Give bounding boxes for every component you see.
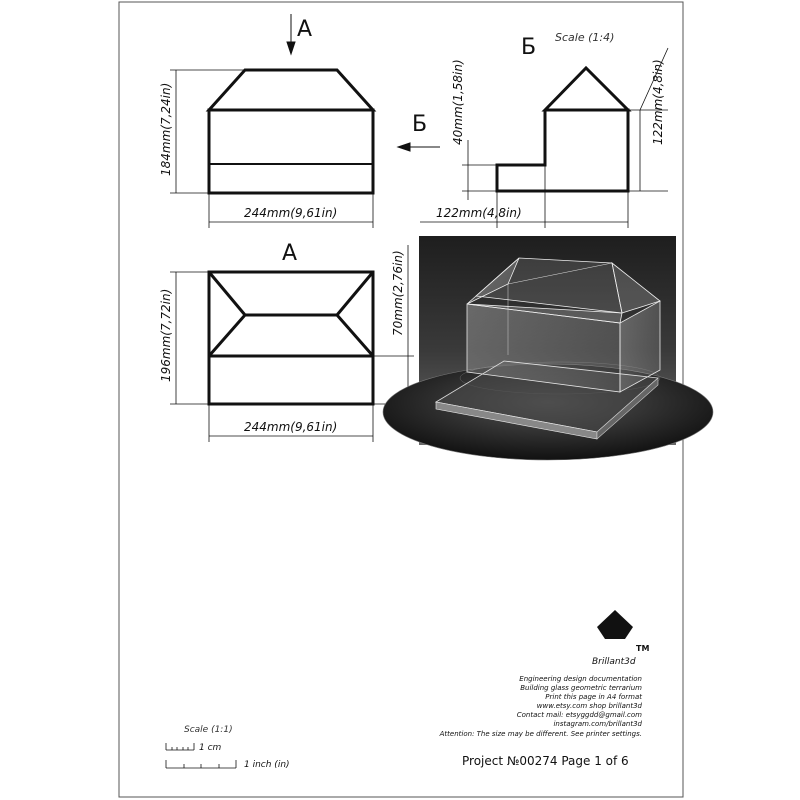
section-b-label: Б: [521, 35, 537, 60]
view-arrow-a-label: A: [297, 17, 313, 42]
scale-1-4-label: Scale (1:4): [555, 31, 615, 44]
side-step-width-label: 122mm(4,8in): [436, 206, 522, 220]
cm-scale-label: 1 cm: [199, 743, 222, 753]
info-line: instagram.com/brillant3d: [553, 720, 642, 728]
side-step-height-label: 40mm(1,58in): [451, 59, 465, 145]
front-view: [209, 70, 373, 193]
scale-1-1-label: Scale (1:1): [184, 725, 233, 735]
section-a-label: A: [282, 241, 298, 266]
view-arrow-a: [287, 14, 295, 54]
top-roof-ridge: [209, 315, 373, 356]
info-line: Building glass geometric terrarium: [520, 684, 642, 692]
gem-icon: [597, 610, 633, 639]
view-arrow-b: [398, 143, 440, 151]
terrarium-render: [383, 236, 713, 460]
front-body: [209, 110, 373, 193]
info-block: [439, 675, 643, 738]
side-outline: [497, 110, 628, 191]
info-line: Print this page in A4 format: [545, 693, 642, 701]
top-view: [209, 272, 373, 404]
info-line: Contact mail: etsyggdd@gmail.com: [516, 711, 642, 719]
front-height-label: 184mm(7,24in): [159, 82, 173, 176]
info-line: Engineering design documentation: [519, 675, 642, 683]
inch-scale-bar: [166, 760, 236, 768]
view-arrow-b-label: Б: [412, 112, 428, 137]
side-roof: [545, 68, 628, 110]
front-roof: [209, 70, 373, 110]
top-right-height-label: 70mm(2,76in): [391, 250, 405, 336]
inch-scale-label: 1 inch (in): [244, 760, 290, 770]
brand-name: Brillant3d: [592, 657, 636, 667]
front-width-label: 244mm(9,61in): [244, 206, 338, 220]
side-view: [497, 68, 628, 191]
front-dimension-lines: [170, 70, 373, 228]
top-width-label: 244mm(9,61in): [244, 420, 338, 434]
side-wall-height-label: 122mm(4,8in): [651, 59, 665, 145]
trademark: TM: [636, 644, 650, 653]
top-depth-label: 196mm(7,72in): [159, 288, 173, 382]
info-line: www.etsy.com shop brillant3d: [536, 702, 642, 710]
cm-scale-bar: [166, 743, 194, 750]
project-title: Project №00274 Page 1 of 6: [462, 754, 629, 768]
top-dimension-lines: [170, 245, 414, 442]
top-outer: [209, 272, 373, 404]
info-line: Attention: The size may be different. See printer settings.: [439, 730, 642, 738]
